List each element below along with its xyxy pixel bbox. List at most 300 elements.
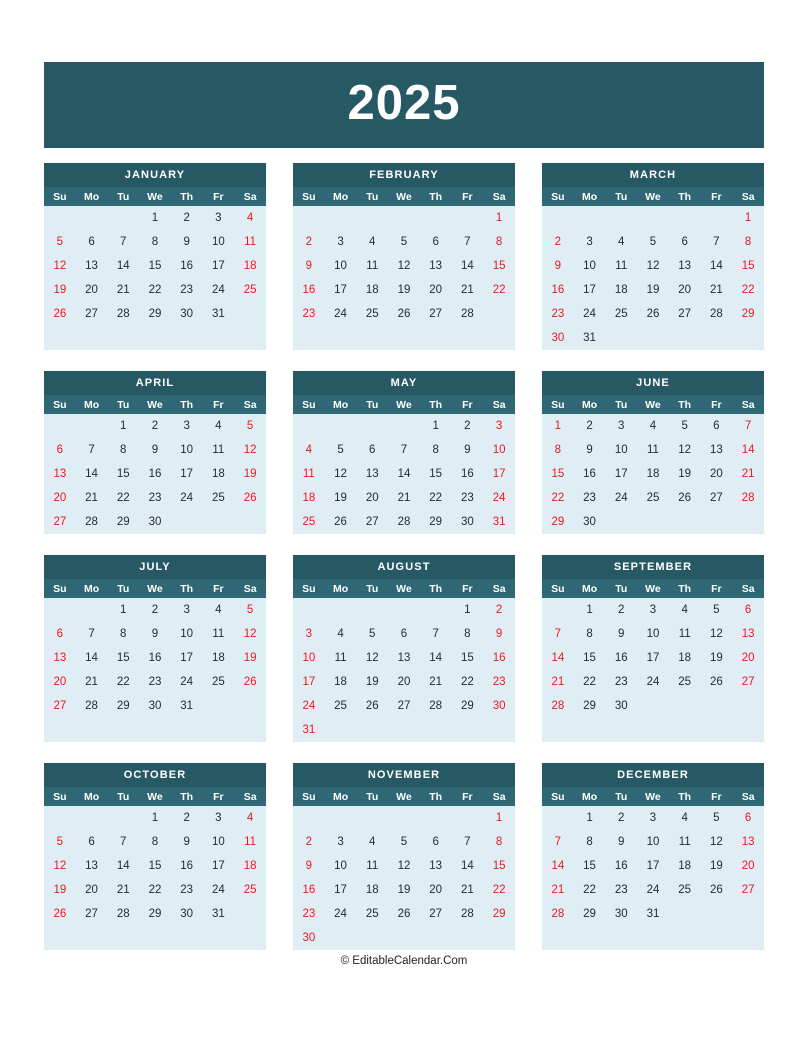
day-cell[interactable]: 1 [420, 414, 452, 438]
day-cell[interactable]: 4 [203, 414, 235, 438]
day-cell[interactable]: 9 [139, 438, 171, 462]
day-cell[interactable]: 31 [574, 326, 606, 350]
day-cell[interactable]: 19 [234, 646, 266, 670]
day-cell[interactable]: 15 [107, 462, 139, 486]
day-cell[interactable]: 12 [701, 830, 733, 854]
day-cell[interactable]: 14 [542, 854, 574, 878]
day-cell[interactable]: 5 [637, 230, 669, 254]
day-cell[interactable]: 1 [107, 414, 139, 438]
day-cell[interactable]: 9 [293, 254, 325, 278]
day-cell[interactable]: 20 [44, 670, 76, 694]
day-cell[interactable]: 17 [483, 462, 515, 486]
day-cell[interactable]: 17 [637, 854, 669, 878]
day-cell[interactable]: 27 [44, 510, 76, 534]
day-cell[interactable]: 4 [203, 598, 235, 622]
day-cell[interactable]: 29 [107, 510, 139, 534]
day-cell[interactable]: 14 [452, 254, 484, 278]
day-cell[interactable]: 16 [605, 646, 637, 670]
day-cell[interactable]: 22 [483, 278, 515, 302]
day-cell[interactable]: 4 [669, 806, 701, 830]
day-cell[interactable]: 15 [483, 854, 515, 878]
day-cell[interactable]: 16 [293, 278, 325, 302]
day-cell[interactable]: 14 [107, 854, 139, 878]
day-cell[interactable]: 2 [139, 598, 171, 622]
day-cell[interactable]: 22 [574, 670, 606, 694]
day-cell[interactable]: 18 [203, 646, 235, 670]
day-cell[interactable]: 8 [139, 230, 171, 254]
day-cell[interactable]: 29 [107, 694, 139, 718]
day-cell[interactable]: 4 [234, 806, 266, 830]
day-cell[interactable]: 29 [574, 902, 606, 926]
day-cell[interactable]: 23 [542, 302, 574, 326]
day-cell[interactable]: 13 [388, 646, 420, 670]
day-cell[interactable]: 29 [732, 302, 764, 326]
day-cell[interactable]: 10 [483, 438, 515, 462]
day-cell[interactable]: 6 [701, 414, 733, 438]
day-cell[interactable]: 10 [637, 830, 669, 854]
day-cell[interactable]: 14 [76, 646, 108, 670]
day-cell[interactable]: 24 [605, 486, 637, 510]
day-cell[interactable]: 7 [388, 438, 420, 462]
day-cell[interactable]: 15 [483, 254, 515, 278]
day-cell[interactable]: 5 [234, 414, 266, 438]
day-cell[interactable]: 9 [483, 622, 515, 646]
day-cell[interactable]: 8 [107, 622, 139, 646]
day-cell[interactable]: 9 [574, 438, 606, 462]
day-cell[interactable]: 20 [76, 878, 108, 902]
day-cell[interactable]: 17 [574, 278, 606, 302]
day-cell[interactable]: 9 [542, 254, 574, 278]
day-cell[interactable]: 18 [605, 278, 637, 302]
day-cell[interactable]: 24 [293, 694, 325, 718]
day-cell[interactable]: 28 [452, 902, 484, 926]
day-cell[interactable]: 12 [234, 622, 266, 646]
day-cell[interactable]: 29 [574, 694, 606, 718]
day-cell[interactable]: 6 [76, 830, 108, 854]
day-cell[interactable]: 23 [171, 878, 203, 902]
day-cell[interactable]: 17 [171, 646, 203, 670]
day-cell[interactable]: 5 [234, 598, 266, 622]
day-cell[interactable]: 14 [542, 646, 574, 670]
day-cell[interactable]: 27 [76, 902, 108, 926]
day-cell[interactable]: 22 [732, 278, 764, 302]
day-cell[interactable]: 5 [701, 598, 733, 622]
day-cell[interactable]: 2 [605, 598, 637, 622]
day-cell[interactable]: 9 [139, 622, 171, 646]
day-cell[interactable]: 7 [452, 830, 484, 854]
day-cell[interactable]: 25 [293, 510, 325, 534]
day-cell[interactable]: 5 [388, 230, 420, 254]
day-cell[interactable]: 23 [139, 486, 171, 510]
day-cell[interactable]: 26 [701, 878, 733, 902]
day-cell[interactable]: 3 [171, 598, 203, 622]
day-cell[interactable]: 3 [325, 830, 357, 854]
day-cell[interactable]: 17 [203, 254, 235, 278]
day-cell[interactable]: 11 [293, 462, 325, 486]
day-cell[interactable]: 10 [325, 254, 357, 278]
day-cell[interactable]: 30 [293, 926, 325, 950]
day-cell[interactable]: 28 [452, 302, 484, 326]
day-cell[interactable]: 30 [139, 694, 171, 718]
day-cell[interactable]: 10 [171, 438, 203, 462]
day-cell[interactable]: 28 [107, 902, 139, 926]
day-cell[interactable]: 9 [605, 830, 637, 854]
day-cell[interactable]: 18 [293, 486, 325, 510]
day-cell[interactable]: 14 [76, 462, 108, 486]
day-cell[interactable]: 28 [107, 302, 139, 326]
day-cell[interactable]: 12 [234, 438, 266, 462]
day-cell[interactable]: 22 [139, 878, 171, 902]
day-cell[interactable]: 4 [325, 622, 357, 646]
day-cell[interactable]: 22 [107, 486, 139, 510]
day-cell[interactable]: 19 [356, 670, 388, 694]
day-cell[interactable]: 25 [234, 278, 266, 302]
day-cell[interactable]: 19 [701, 854, 733, 878]
day-cell[interactable]: 8 [483, 230, 515, 254]
day-cell[interactable]: 15 [542, 462, 574, 486]
day-cell[interactable]: 30 [483, 694, 515, 718]
day-cell[interactable]: 12 [701, 622, 733, 646]
day-cell[interactable]: 14 [107, 254, 139, 278]
day-cell[interactable]: 9 [171, 230, 203, 254]
day-cell[interactable]: 19 [388, 278, 420, 302]
day-cell[interactable]: 27 [356, 510, 388, 534]
day-cell[interactable]: 8 [139, 830, 171, 854]
day-cell[interactable]: 26 [388, 302, 420, 326]
day-cell[interactable]: 21 [542, 670, 574, 694]
day-cell[interactable]: 12 [637, 254, 669, 278]
day-cell[interactable]: 16 [293, 878, 325, 902]
day-cell[interactable]: 8 [732, 230, 764, 254]
day-cell[interactable]: 24 [171, 670, 203, 694]
day-cell[interactable]: 1 [483, 206, 515, 230]
day-cell[interactable]: 18 [669, 646, 701, 670]
day-cell[interactable]: 28 [542, 902, 574, 926]
day-cell[interactable]: 1 [483, 806, 515, 830]
day-cell[interactable]: 1 [452, 598, 484, 622]
day-cell[interactable]: 3 [171, 414, 203, 438]
day-cell[interactable]: 4 [293, 438, 325, 462]
day-cell[interactable]: 26 [234, 486, 266, 510]
day-cell[interactable]: 15 [139, 254, 171, 278]
day-cell[interactable]: 6 [732, 806, 764, 830]
day-cell[interactable]: 20 [732, 854, 764, 878]
day-cell[interactable]: 15 [574, 854, 606, 878]
day-cell[interactable]: 25 [356, 302, 388, 326]
day-cell[interactable]: 15 [574, 646, 606, 670]
day-cell[interactable]: 20 [420, 278, 452, 302]
day-cell[interactable]: 6 [669, 230, 701, 254]
day-cell[interactable]: 16 [139, 462, 171, 486]
day-cell[interactable]: 2 [139, 414, 171, 438]
day-cell[interactable]: 29 [139, 902, 171, 926]
day-cell[interactable]: 16 [574, 462, 606, 486]
day-cell[interactable]: 26 [44, 902, 76, 926]
day-cell[interactable]: 25 [234, 878, 266, 902]
day-cell[interactable]: 24 [203, 278, 235, 302]
day-cell[interactable]: 20 [701, 462, 733, 486]
day-cell[interactable]: 13 [44, 462, 76, 486]
day-cell[interactable]: 27 [76, 302, 108, 326]
day-cell[interactable]: 30 [171, 902, 203, 926]
day-cell[interactable]: 4 [356, 830, 388, 854]
day-cell[interactable]: 18 [325, 670, 357, 694]
day-cell[interactable]: 30 [452, 510, 484, 534]
day-cell[interactable]: 26 [669, 486, 701, 510]
day-cell[interactable]: 25 [669, 878, 701, 902]
day-cell[interactable]: 10 [203, 230, 235, 254]
day-cell[interactable]: 11 [605, 254, 637, 278]
day-cell[interactable]: 26 [325, 510, 357, 534]
day-cell[interactable]: 5 [388, 830, 420, 854]
day-cell[interactable]: 31 [203, 902, 235, 926]
day-cell[interactable]: 10 [171, 622, 203, 646]
day-cell[interactable]: 3 [637, 598, 669, 622]
day-cell[interactable]: 12 [388, 854, 420, 878]
day-cell[interactable]: 2 [542, 230, 574, 254]
day-cell[interactable]: 2 [293, 230, 325, 254]
day-cell[interactable]: 19 [669, 462, 701, 486]
day-cell[interactable]: 23 [293, 902, 325, 926]
day-cell[interactable]: 26 [234, 670, 266, 694]
day-cell[interactable]: 14 [452, 854, 484, 878]
day-cell[interactable]: 13 [356, 462, 388, 486]
day-cell[interactable]: 21 [452, 878, 484, 902]
day-cell[interactable]: 16 [139, 646, 171, 670]
day-cell[interactable]: 30 [171, 302, 203, 326]
day-cell[interactable]: 4 [605, 230, 637, 254]
day-cell[interactable]: 8 [574, 622, 606, 646]
day-cell[interactable]: 30 [139, 510, 171, 534]
day-cell[interactable]: 18 [356, 278, 388, 302]
day-cell[interactable]: 23 [605, 670, 637, 694]
day-cell[interactable]: 17 [605, 462, 637, 486]
day-cell[interactable]: 9 [605, 622, 637, 646]
day-cell[interactable]: 8 [483, 830, 515, 854]
day-cell[interactable]: 5 [669, 414, 701, 438]
day-cell[interactable]: 29 [452, 694, 484, 718]
day-cell[interactable]: 14 [388, 462, 420, 486]
day-cell[interactable]: 11 [356, 254, 388, 278]
day-cell[interactable]: 1 [542, 414, 574, 438]
day-cell[interactable]: 20 [388, 670, 420, 694]
day-cell[interactable]: 23 [574, 486, 606, 510]
day-cell[interactable]: 23 [605, 878, 637, 902]
day-cell[interactable]: 30 [605, 902, 637, 926]
day-cell[interactable]: 15 [452, 646, 484, 670]
day-cell[interactable]: 21 [732, 462, 764, 486]
day-cell[interactable]: 10 [605, 438, 637, 462]
day-cell[interactable]: 11 [234, 830, 266, 854]
day-cell[interactable]: 7 [452, 230, 484, 254]
day-cell[interactable]: 11 [203, 622, 235, 646]
day-cell[interactable]: 16 [483, 646, 515, 670]
day-cell[interactable]: 6 [76, 230, 108, 254]
day-cell[interactable]: 7 [107, 830, 139, 854]
day-cell[interactable]: 12 [388, 254, 420, 278]
day-cell[interactable]: 3 [483, 414, 515, 438]
day-cell[interactable]: 10 [293, 646, 325, 670]
day-cell[interactable]: 2 [293, 830, 325, 854]
day-cell[interactable]: 21 [76, 486, 108, 510]
day-cell[interactable]: 30 [574, 510, 606, 534]
day-cell[interactable]: 3 [203, 806, 235, 830]
day-cell[interactable]: 3 [605, 414, 637, 438]
day-cell[interactable]: 17 [203, 854, 235, 878]
day-cell[interactable]: 5 [701, 806, 733, 830]
day-cell[interactable]: 10 [637, 622, 669, 646]
day-cell[interactable]: 8 [107, 438, 139, 462]
day-cell[interactable]: 31 [171, 694, 203, 718]
day-cell[interactable]: 4 [356, 230, 388, 254]
day-cell[interactable]: 26 [356, 694, 388, 718]
day-cell[interactable]: 22 [452, 670, 484, 694]
day-cell[interactable]: 3 [574, 230, 606, 254]
day-cell[interactable]: 7 [107, 230, 139, 254]
day-cell[interactable]: 2 [171, 206, 203, 230]
day-cell[interactable]: 18 [637, 462, 669, 486]
day-cell[interactable]: 19 [234, 462, 266, 486]
day-cell[interactable]: 19 [325, 486, 357, 510]
day-cell[interactable]: 23 [452, 486, 484, 510]
day-cell[interactable]: 31 [483, 510, 515, 534]
day-cell[interactable]: 23 [483, 670, 515, 694]
day-cell[interactable]: 2 [483, 598, 515, 622]
day-cell[interactable]: 6 [732, 598, 764, 622]
day-cell[interactable]: 27 [732, 670, 764, 694]
day-cell[interactable]: 17 [325, 878, 357, 902]
day-cell[interactable]: 13 [44, 646, 76, 670]
day-cell[interactable]: 12 [44, 854, 76, 878]
day-cell[interactable]: 22 [574, 878, 606, 902]
day-cell[interactable]: 8 [420, 438, 452, 462]
day-cell[interactable]: 24 [483, 486, 515, 510]
day-cell[interactable]: 29 [483, 902, 515, 926]
day-cell[interactable]: 1 [139, 206, 171, 230]
day-cell[interactable]: 24 [574, 302, 606, 326]
day-cell[interactable]: 28 [388, 510, 420, 534]
day-cell[interactable]: 2 [171, 806, 203, 830]
day-cell[interactable]: 8 [574, 830, 606, 854]
day-cell[interactable]: 7 [542, 622, 574, 646]
day-cell[interactable]: 20 [44, 486, 76, 510]
day-cell[interactable]: 5 [325, 438, 357, 462]
day-cell[interactable]: 5 [356, 622, 388, 646]
day-cell[interactable]: 13 [420, 254, 452, 278]
day-cell[interactable]: 26 [701, 670, 733, 694]
day-cell[interactable]: 22 [420, 486, 452, 510]
day-cell[interactable]: 16 [171, 254, 203, 278]
day-cell[interactable]: 10 [203, 830, 235, 854]
day-cell[interactable]: 25 [203, 486, 235, 510]
day-cell[interactable]: 11 [669, 830, 701, 854]
day-cell[interactable]: 27 [420, 302, 452, 326]
day-cell[interactable]: 28 [76, 510, 108, 534]
day-cell[interactable]: 30 [605, 694, 637, 718]
day-cell[interactable]: 14 [701, 254, 733, 278]
day-cell[interactable]: 9 [293, 854, 325, 878]
day-cell[interactable]: 14 [732, 438, 764, 462]
day-cell[interactable]: 12 [44, 254, 76, 278]
day-cell[interactable]: 10 [325, 854, 357, 878]
day-cell[interactable]: 1 [139, 806, 171, 830]
day-cell[interactable]: 6 [356, 438, 388, 462]
day-cell[interactable]: 18 [234, 254, 266, 278]
day-cell[interactable]: 27 [420, 902, 452, 926]
day-cell[interactable]: 20 [420, 878, 452, 902]
day-cell[interactable]: 3 [637, 806, 669, 830]
day-cell[interactable]: 6 [44, 438, 76, 462]
day-cell[interactable]: 12 [325, 462, 357, 486]
day-cell[interactable]: 8 [452, 622, 484, 646]
day-cell[interactable]: 27 [669, 302, 701, 326]
day-cell[interactable]: 23 [171, 278, 203, 302]
day-cell[interactable]: 13 [669, 254, 701, 278]
day-cell[interactable]: 28 [732, 486, 764, 510]
day-cell[interactable]: 13 [701, 438, 733, 462]
day-cell[interactable]: 3 [203, 206, 235, 230]
day-cell[interactable]: 31 [637, 902, 669, 926]
day-cell[interactable]: 21 [107, 278, 139, 302]
day-cell[interactable]: 17 [293, 670, 325, 694]
day-cell[interactable]: 3 [293, 622, 325, 646]
day-cell[interactable]: 7 [420, 622, 452, 646]
day-cell[interactable]: 9 [171, 830, 203, 854]
day-cell[interactable]: 19 [637, 278, 669, 302]
day-cell[interactable]: 6 [388, 622, 420, 646]
day-cell[interactable]: 18 [234, 854, 266, 878]
day-cell[interactable]: 24 [637, 878, 669, 902]
day-cell[interactable]: 21 [76, 670, 108, 694]
day-cell[interactable]: 29 [139, 302, 171, 326]
day-cell[interactable]: 4 [234, 206, 266, 230]
day-cell[interactable]: 19 [388, 878, 420, 902]
day-cell[interactable]: 6 [44, 622, 76, 646]
day-cell[interactable]: 11 [669, 622, 701, 646]
day-cell[interactable]: 13 [76, 254, 108, 278]
day-cell[interactable]: 7 [701, 230, 733, 254]
day-cell[interactable]: 2 [452, 414, 484, 438]
day-cell[interactable]: 13 [732, 622, 764, 646]
day-cell[interactable]: 20 [669, 278, 701, 302]
day-cell[interactable]: 6 [420, 830, 452, 854]
day-cell[interactable]: 6 [420, 230, 452, 254]
day-cell[interactable]: 18 [669, 854, 701, 878]
day-cell[interactable]: 1 [107, 598, 139, 622]
day-cell[interactable]: 24 [637, 670, 669, 694]
day-cell[interactable]: 29 [542, 510, 574, 534]
day-cell[interactable]: 15 [107, 646, 139, 670]
day-cell[interactable]: 24 [171, 486, 203, 510]
day-cell[interactable]: 11 [637, 438, 669, 462]
day-cell[interactable]: 5 [44, 230, 76, 254]
day-cell[interactable]: 2 [574, 414, 606, 438]
day-cell[interactable]: 13 [76, 854, 108, 878]
day-cell[interactable]: 27 [388, 694, 420, 718]
day-cell[interactable]: 3 [325, 230, 357, 254]
day-cell[interactable]: 13 [420, 854, 452, 878]
day-cell[interactable]: 17 [171, 462, 203, 486]
day-cell[interactable]: 14 [420, 646, 452, 670]
day-cell[interactable]: 28 [701, 302, 733, 326]
day-cell[interactable]: 21 [388, 486, 420, 510]
day-cell[interactable]: 30 [542, 326, 574, 350]
day-cell[interactable]: 22 [107, 670, 139, 694]
day-cell[interactable]: 1 [732, 206, 764, 230]
day-cell[interactable]: 17 [325, 278, 357, 302]
day-cell[interactable]: 27 [732, 878, 764, 902]
day-cell[interactable]: 7 [542, 830, 574, 854]
